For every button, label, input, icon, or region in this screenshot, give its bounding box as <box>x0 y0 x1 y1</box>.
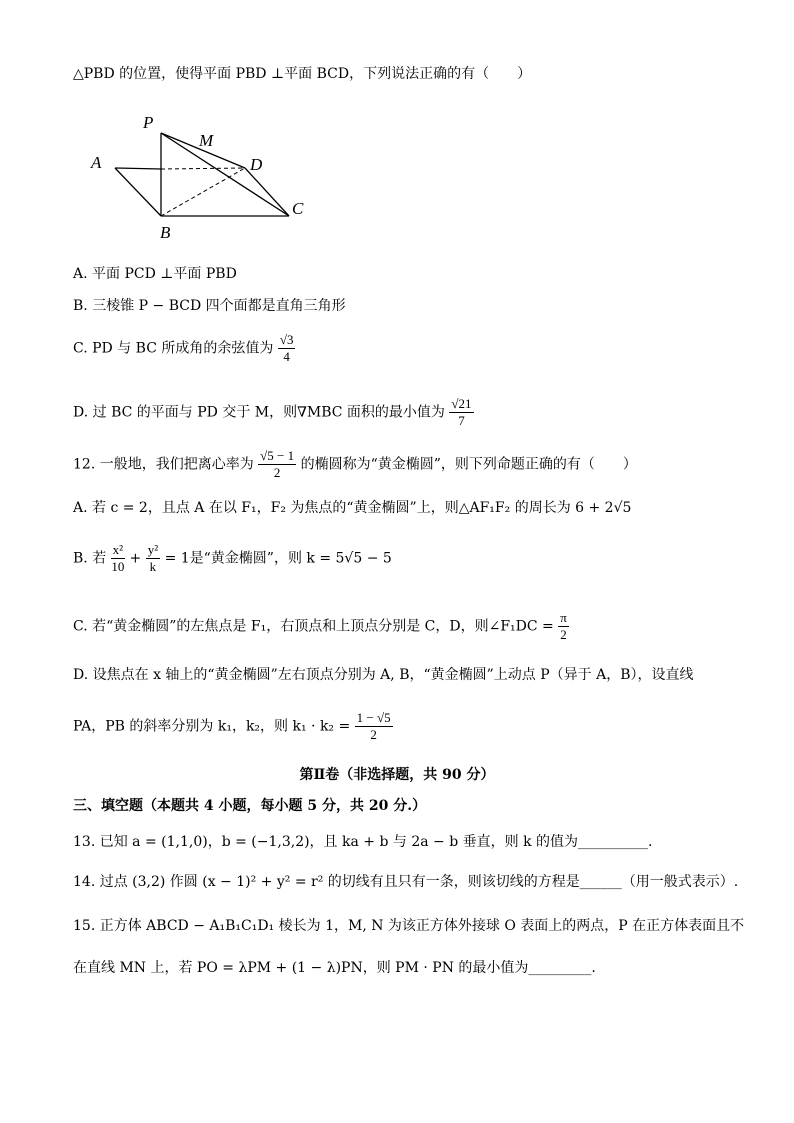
fraction-numerator: 1 − √5 <box>356 710 391 725</box>
pyramid-figure <box>85 108 325 243</box>
fraction-denominator: 10 <box>111 559 125 574</box>
q12-option-c-pre: C. 若“黄金椭圆”的左焦点是 F₁，右顶点和上顶点分别是 C，D，则∠F₁DC = <box>73 618 554 635</box>
fraction-denominator: 4 <box>283 349 290 364</box>
fraction-numerator: x² <box>112 542 124 557</box>
q14: 14. 过点 (3,2) 作圆 (x − 1)² + y² = r² 的切线有且只有一条，则该切线的方程是______（用一般式表示）. <box>73 874 739 890</box>
fraction-numerator: √5 − 1 <box>260 448 295 463</box>
q12-option-d-fraction <box>355 710 393 743</box>
fraction-denominator: 7 <box>458 413 465 428</box>
q11-option-d-text: D. 过 BC 的平面与 PD 交于 M，则∇MBC 面积的最小值为 <box>73 404 445 421</box>
q12-option-b-pre: B. 若 <box>73 550 107 567</box>
q11-option-c-fraction <box>278 332 296 365</box>
fraction-denominator: 2 <box>273 465 281 480</box>
q12-stem-fraction <box>258 448 296 481</box>
q11-option-c-text: C. PD 与 BC 所成角的余弦值为 <box>73 340 274 357</box>
q12-option-c <box>73 610 569 643</box>
label-m: M <box>199 131 214 150</box>
q11-option-d-fraction <box>449 396 473 429</box>
q12-option-d-line2 <box>73 710 393 743</box>
fraction-denominator: 2 <box>560 627 567 642</box>
q13: 13. 已知 a = (1,1,0)，b = (−1,3,2)，且 ka + b 与 2a − b 垂直，则 k 的值为__________. <box>73 834 653 850</box>
q11-option-a: A. 平面 PCD ⊥平面 PBD <box>73 266 237 282</box>
label-a: A <box>91 153 102 172</box>
q15-line1: 15. 正方体 ABCD − A₁B₁C₁D₁ 棱长为 1，M, N 为该正方体外接球 O 表面上的两点，P 在正方体表面且不 <box>73 918 745 934</box>
fraction-numerator: y² <box>147 542 159 557</box>
fraction-numerator: √21 <box>451 396 472 411</box>
q11-stem: △PBD 的位置，使得平面 PBD ⊥平面 BCD，下列说法正确的有（ ） <box>73 66 532 82</box>
q12-stem-post: 的椭圆称为“黄金椭圆”，则下列命题正确的有（ ） <box>300 456 637 473</box>
q12-option-d-line1: D. 设焦点在 x 轴上的“黄金椭圆”左右顶点分别为 A, B，“黄金椭圆”上动点 P（异于 A，B），设直线 <box>73 667 694 683</box>
q15-line2: 在直线 MN 上，若 PO = λPM + (1 − λ)PN，则 PM · PN 的最小值为_________. <box>73 960 596 976</box>
fraction-numerator: π <box>560 610 567 625</box>
q12-stem <box>73 448 637 481</box>
q12-option-c-fraction <box>558 610 569 643</box>
label-d: D <box>250 155 263 174</box>
part2-title: 第Ⅱ卷（非选择题，共 90 分） <box>299 767 495 783</box>
label-b: B <box>160 223 171 242</box>
label-c: C <box>292 199 304 218</box>
section-title: 三、填空题（本题共 4 小题，每小题 5 分，共 20 分.） <box>73 798 427 814</box>
q11-option-b: B. 三棱锥 P − BCD 四个面都是直角三角形 <box>73 298 346 314</box>
q11-option-c <box>73 332 295 365</box>
q12-option-b <box>73 542 392 575</box>
q12-option-a: A. 若 c = 2，且点 A 在以 F₁，F₂ 为焦点的“黄金椭圆”上，则△AF₁F₂ 的周长为 6 + 2√5 <box>73 500 632 516</box>
q12-option-b-post: = 1是“黄金椭圆”，则 k = 5√5 − 5 <box>164 550 392 567</box>
fraction-denominator: k <box>149 559 157 574</box>
fraction-numerator: √3 <box>279 332 294 347</box>
q12-stem-pre: 12. 一般地，我们把离心率为 <box>73 456 254 473</box>
q12-option-d-pre: PA，PB 的斜率分别为 k₁，k₂，则 k₁ · k₂ = <box>73 718 351 735</box>
fraction-denominator: 2 <box>370 727 377 742</box>
plus-sign: + <box>129 550 142 567</box>
label-p: P <box>143 113 154 132</box>
q12-option-b-fraction-2 <box>146 542 160 575</box>
q11-option-d <box>73 396 474 429</box>
q12-option-b-fraction-1 <box>111 542 125 575</box>
